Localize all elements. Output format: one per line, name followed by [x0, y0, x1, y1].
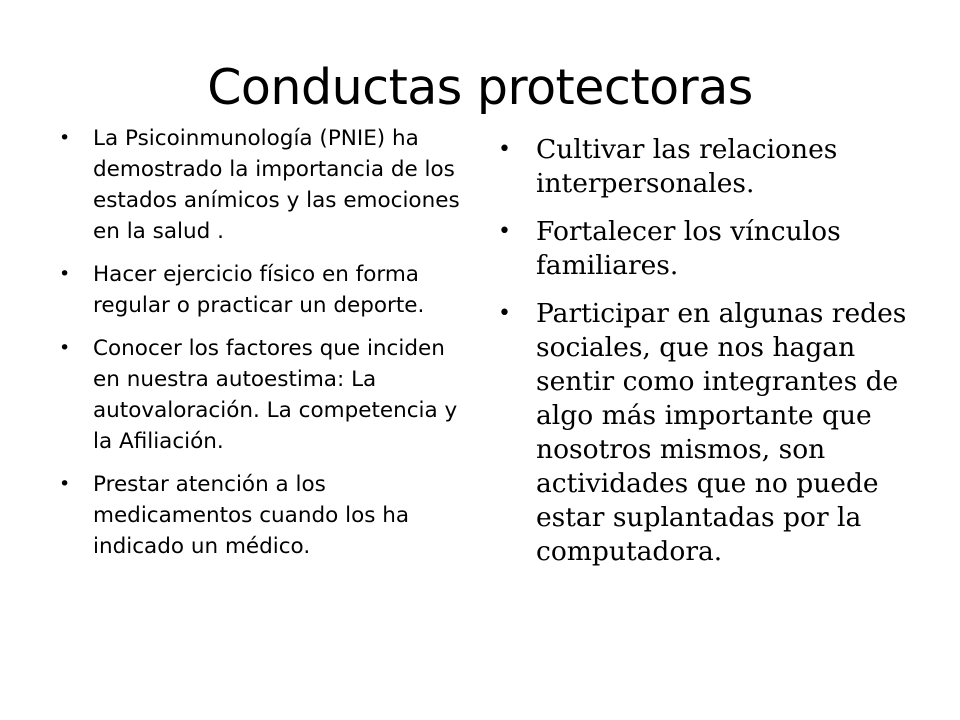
- bullet-icon: •: [59, 473, 71, 495]
- bullet-icon: •: [498, 301, 511, 326]
- list-item: [494, 215, 924, 283]
- list-item-text: Participar en algunas redes sociales, que nos hagan sentir como integrantes de algo más importante que nosotros mismos, son actividades que no puede estar suplantadas por la computadora.: [536, 298, 907, 567]
- list-item-text: Prestar atención a los medicamentos cuando los ha indicado un médico.: [93, 472, 410, 559]
- list-item-text: Cultivar las relaciones interpersonales.: [536, 134, 838, 199]
- bullet-icon: •: [498, 137, 511, 162]
- list-item-text: Fortalecer los vínculos familiares.: [536, 216, 841, 281]
- bullet-icon: •: [498, 219, 511, 244]
- list-item-text: Conocer los factores que inciden en nuestra autoestima: La autovaloración. La competencia y la Afiliación.: [93, 336, 458, 454]
- left-bullet-list: [52, 123, 470, 574]
- slide-title: Conductas protectoras: [207, 59, 753, 116]
- bullet-icon: •: [59, 337, 71, 359]
- list-item: [52, 333, 470, 457]
- list-item: [52, 469, 470, 562]
- list-item: [52, 259, 470, 321]
- bullet-icon: •: [59, 263, 71, 285]
- list-item: [494, 133, 924, 201]
- list-item: [494, 297, 924, 569]
- list-item-text: Hacer ejercicio físico en forma regular o practicar un deporte.: [93, 262, 425, 318]
- list-item: [52, 123, 470, 247]
- bullet-icon: •: [59, 127, 71, 149]
- right-bullet-list: [494, 133, 924, 583]
- list-item-text: La Psicoinmunología (PNIE) ha demostrado la importancia de los estados anímicos y las emociones en la salud .: [93, 126, 460, 244]
